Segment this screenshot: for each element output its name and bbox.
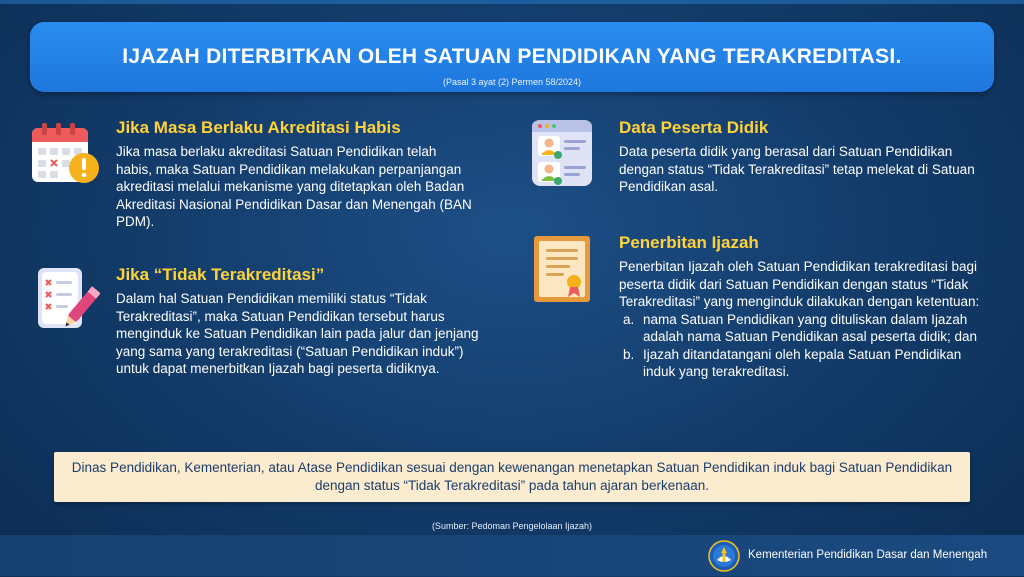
section-body: Jika masa berlaku akreditasi Satuan Pendidikan telah habis, maka Satuan Pendidikan melakukan perpanjangan akreditasi melalui mekanisme yang ditetapkan oleh Badan Akreditasi Nasional Pendidikan Dasar dan Menengah (BAN PDM). [116, 144, 472, 229]
section-expired-accreditation [116, 118, 476, 231]
section-student-data [619, 118, 979, 196]
list-marker: a. [623, 311, 635, 327]
notice-box [54, 452, 970, 502]
checklist-pencil-icon [34, 264, 100, 341]
list-item-text: nama Satuan Pendidikan yang dituliskan dalam Ijazah adalah nama Satuan Pendidikan asal peserta didik; dan [643, 311, 977, 344]
calendar-warning-icon [30, 122, 102, 193]
footer-bar [0, 535, 1024, 576]
page-subtitle: (Pasal 3 ayat (2) Permen 58/2024) [442, 77, 582, 87]
certificate-icon [532, 234, 594, 311]
section-body: Dalam hal Satuan Pendidikan memiliki status “Tidak Terakreditasi”, maka Satuan Pendidikan tersebut harus menginduk ke Satuan Pendidikan lain pada jalur dan jenjang yang sama yang terakreditasi (“Satuan Pendidikan induk”) untuk dapat menerbitkan Ijazah bagi peserta didiknya. [116, 291, 479, 376]
page-title: IJAZAH DITERBITKAN OLEH SATUAN PENDIDIKAN YANG TERAKREDITASI. [122, 45, 902, 68]
list-marker: b. [623, 346, 635, 362]
section-issuance [619, 233, 981, 381]
section-heading: Penerbitan Ijazah [619, 233, 759, 252]
section-heading: Jika “Tidak Terakreditasi” [116, 265, 325, 284]
ministry-name: Kementerian Pendidikan Dasar dan Menengah [748, 549, 988, 561]
tut-wuri-handayani-logo [708, 540, 740, 577]
list-item [619, 346, 981, 381]
title-banner [30, 22, 994, 92]
section-body [619, 258, 981, 381]
top-accent-line [0, 0, 1024, 4]
issuance-intro: Penerbitan Ijazah oleh Satuan Pendidikan terakreditasi bagi peserta didik dari Satuan Pendidikan dengan status “Tidak Terakreditasi” yang menginduk dilakukan dengan ketentuan: [619, 259, 980, 309]
section-not-accredited [116, 265, 488, 378]
list-item [619, 311, 981, 346]
list-item-text: Ijazah ditandatangani oleh kepala Satuan Pendidikan induk yang terakreditasi. [643, 346, 962, 379]
issuance-conditions-list [619, 311, 981, 381]
section-heading: Data Peserta Didik [619, 118, 769, 137]
section-body: Data peserta didik yang berasal dari Satuan Pendidikan dengan status “Tidak Terakreditasi” tetap melekat di Satuan Pendidikan asal. [619, 144, 975, 194]
source-citation: (Sumber: Pedoman Pengelolaan Ijazah) [431, 521, 593, 531]
student-profile-icon [530, 118, 596, 195]
notice-text: Dinas Pendidikan, Kementerian, atau Atase Pendidikan sesuai dengan kewenangan menetapkan Satuan Pendidikan induk bagi Satuan Pendidikan dengan status “Tidak Terakreditasi” pada tahun ajaran berkenaan. [71, 460, 953, 493]
section-heading: Jika Masa Berlaku Akreditasi Habis [116, 118, 401, 137]
